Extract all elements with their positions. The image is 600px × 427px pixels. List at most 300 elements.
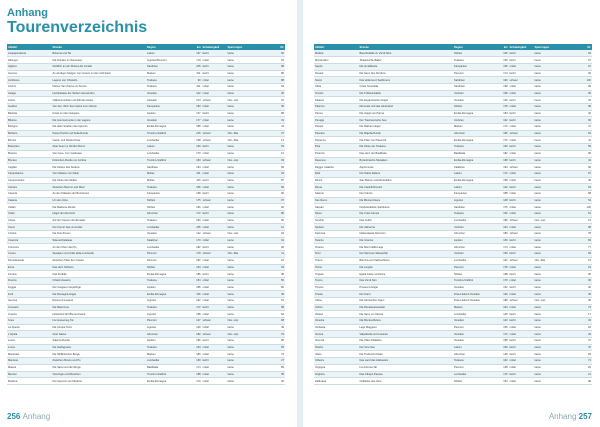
table-row [7,57,285,64]
right-page [300,0,600,427]
table-cell: 93 [188,77,202,84]
table-cell: schwer [509,77,534,84]
table-cell: Die Seen um Varese [358,311,453,318]
table-cell: Der Trasimenische See [358,117,453,124]
table-cell: keine [227,164,271,171]
table-cell: Kampanien [146,104,188,111]
table-cell: 52 [271,311,285,318]
table-cell: keine [534,63,578,70]
table-cell: 164 [495,304,509,311]
table-cell: Der Vico-See [358,344,453,351]
table-row [7,277,285,284]
table-cell: Ligurien [146,324,188,331]
table-cell: keine [227,324,271,331]
table-cell: schwer [202,130,227,137]
table-cell: schwer [202,231,227,238]
table-cell: 99 [578,83,592,90]
table-cell: Toskana [453,358,495,365]
table-cell: schwer [202,251,227,258]
table-row [7,237,285,244]
table-cell: mittel [202,364,227,371]
table-cell: Die Majella-Runde [358,130,453,137]
table-cell: Piemont [453,70,495,77]
table-cell: Kampanien [453,190,495,197]
table-cell: Cefalù [7,204,51,211]
table-cell: 142 [188,231,202,238]
table-cell: Cortina [7,231,51,238]
table-cell: keine [534,371,578,378]
table-cell: Die Blumenriviera [358,197,453,204]
table-cell: Piemont [146,257,188,264]
table-cell: Venetien [453,284,495,291]
table-row [314,177,592,184]
table-row [314,318,592,325]
table-cell: 164 [495,224,509,231]
table-cell: 178 [188,251,202,258]
table-row [7,104,285,111]
table-cell: keine [534,97,578,104]
table-cell: Ligurien [453,197,495,204]
table-cell: Die Küste des Molise [51,177,146,184]
table-cell: keine [227,124,271,131]
table-cell: Die Gravine [358,237,453,244]
table-cell: 176 [495,204,509,211]
table-cell: Trentino-Südtirol [146,157,188,164]
table-cell: Venetien [146,117,188,124]
column-header: Nr. [271,44,285,50]
table-row [314,197,592,204]
table-cell: Lago Maggiore [358,324,453,331]
table-cell: Toskana [146,184,188,191]
table-cell: leicht [202,358,227,365]
table-cell: keine [534,150,578,157]
table-cell: mittel [202,170,227,177]
table-row [7,97,285,104]
table-cell: 100 [578,77,592,84]
table-cell: Die Runden im Savonese [51,57,146,64]
table-cell: Das wilde Herz Sardiniens [358,77,453,84]
table-cell: 31 [271,117,285,124]
table-cell: keine [227,264,271,271]
table-cell: Ancona [7,70,51,77]
table-cell: Costa Smeralda [358,83,453,90]
table-cell: schwer [509,257,534,264]
column-header: Region [146,44,188,50]
table-cell: leicht [202,70,227,77]
table-cell: leicht [202,144,227,151]
table-cell: Caserta [7,190,51,197]
table-cell: Campomarino [7,177,51,184]
table-row [7,63,285,70]
table-cell: Die Monti della Laga [358,244,453,251]
table-cell: Die Karnischen Alpen [358,297,453,304]
table-cell: keine [227,378,271,385]
table-cell: Abruzzen [146,331,188,338]
table-cell: 158 [495,90,509,97]
table-cell: 41 [578,137,592,144]
table-row [314,63,592,70]
table-cell: schwer [509,164,534,171]
table-cell: keine [534,231,578,238]
table-cell: 43 [271,124,285,131]
table-cell: Arezzo [7,83,51,90]
column-header: Strecke [358,44,453,50]
table-cell: 160 [495,291,509,298]
table-cell: keine [227,297,271,304]
table-cell: 168 [188,190,202,197]
table-cell: keine [227,83,271,90]
table-cell: Toskana [453,144,495,151]
table-cell: Latium [146,50,188,57]
table-cell: 150 [495,344,509,351]
table-cell: 170 [188,150,202,157]
table-cell: mittel [202,351,227,358]
table-cell: leicht [509,251,534,258]
table-cell: Molise [146,170,188,177]
table-cell: keine [534,197,578,204]
table-cell: 182 [495,150,509,157]
table-cell: 152 [495,211,509,218]
table-cell: Zwischen Mincio und Po [51,358,146,365]
table-cell: 92 [578,164,592,171]
table-cell: 89 [271,364,285,371]
table-cell: Catania [7,197,51,204]
tour-table-right [314,44,592,385]
table-cell: Padova [314,97,358,104]
table-cell: 176 [495,137,509,144]
table-cell: leicht [509,117,534,124]
table-cell: leicht [509,338,534,345]
table-cell: 156 [495,324,509,331]
table-row [314,251,592,258]
table-cell: leicht [509,97,534,104]
table-row [314,264,592,271]
table-cell: Bernina und Valposchiavo [358,257,453,264]
table-cell: Die Langhe [358,264,453,271]
table-row [314,137,592,144]
table-body [314,50,592,384]
table-cell: 147 [188,318,202,325]
table-cell: Grosseto [7,304,51,311]
table-cell: Perugia [314,117,358,124]
table-cell: 14 [271,137,285,144]
table-cell: Die Renaissancestadt [358,304,453,311]
table-cell: Sondrio [314,217,358,224]
table-cell: 83 [578,351,592,358]
table-cell: mittel [509,364,534,371]
table-cell: 19 [578,264,592,271]
table-row [314,351,592,358]
table-cell: 156 [495,63,509,70]
table-cell: 161 [188,170,202,177]
table-cell: leicht [509,351,534,358]
table-cell: mittel [509,277,534,284]
table-cell: 91 [271,237,285,244]
table-cell: Barockstädte im Val di Noto [358,50,453,57]
table-cell: Küste um den Gargano [51,110,146,117]
table-cell: leicht [509,110,534,117]
table-cell: keine [227,104,271,111]
table-cell: Olbia [314,83,358,90]
table-cell: 93 [271,264,285,271]
table-cell: mittel [202,297,227,304]
table-cell: 67 [578,170,592,177]
table-cell: Sizilien [146,204,188,211]
table-cell: 162 [188,297,202,304]
table-cell: 166 [495,50,509,57]
table-cell: Latium [146,144,188,151]
table-cell: leicht [202,177,227,184]
table-row [314,97,592,104]
table-cell: 147 [188,110,202,117]
table-cell: keine [227,190,271,197]
table-cell: Bracciano [7,144,51,151]
table-cell: Das Oltrepò Pavese [358,371,453,378]
table-cell: Vollkommenheit und Still des Aosta [51,97,146,104]
table-cell: keine [227,364,271,371]
page-number: 257 [578,412,592,421]
table-cell: Okt.–Mai [227,130,271,137]
table-cell: Vasto [314,351,358,358]
table-cell: Latium [453,344,495,351]
table-row [314,344,592,351]
table-cell: 188 [188,371,202,378]
table-cell: leicht [509,50,534,57]
table-cell: 165 [188,224,202,231]
table-cell: Matera [7,364,51,371]
table-cell: keine [227,284,271,291]
table-cell: keine [534,271,578,278]
table-cell: mittel [509,150,534,157]
table-cell: keine [534,284,578,291]
table-cell: Kalabrien [453,164,495,171]
table-cell: 179 [188,57,202,64]
table-row [314,90,592,97]
table-cell: Tirano [314,257,358,264]
table-cell: 96 [578,271,592,278]
table-cell: 184 [188,157,202,164]
table-cell: Das Herz der Basilikata [358,150,453,157]
table-cell: 11 [271,251,285,258]
table-cell: 08 [271,318,285,325]
table-cell: 150 [495,251,509,258]
table-row [314,244,592,251]
table-row [7,364,285,371]
table-row [7,117,285,124]
table-cell: leicht [509,144,534,151]
table-row [314,237,592,244]
table-cell: leicht [509,284,534,291]
column-header: Schwierigkeit [509,44,534,50]
table-row [7,291,285,298]
table-cell: 40 [271,378,285,385]
table-cell: Brescia [7,150,51,157]
table-cell: schwer [509,297,534,304]
table-cell: mittel [202,204,227,211]
table-cell: Ravenna [314,157,358,164]
table-cell: Lombardei [453,371,495,378]
table-cell: 196 [188,204,202,211]
table-cell: Ins Antrona-Tal [358,364,453,371]
table-cell: Die Garfagnana [51,344,146,351]
table-cell: Die Romagna-Hügel [51,291,146,298]
table-cell: mittel [202,344,227,351]
table-cell: mittel [202,117,227,124]
table-cell: 94 [271,170,285,177]
table-cell: Das Val di Non [358,277,453,284]
table-row [314,117,592,124]
table-cell: 140 [495,318,509,325]
table-cell: Volterra [314,358,358,365]
table-cell: Montecatini [314,57,358,64]
table-cell: Orvieto [314,90,358,97]
table-cell: 172 [188,304,202,311]
table-cell: Voghera [314,371,358,378]
table-row [7,130,285,137]
table-cell: Der Apennin von Modena [51,378,146,385]
table-cell: 29 [578,331,592,338]
table-cell: Egadi-Küste und Erice [358,271,453,278]
table-cell: 70 [578,344,592,351]
table-row [7,297,285,304]
table-cell: mittel [509,244,534,251]
table-cell: keine [534,224,578,231]
table-cell: Venetien [453,318,495,325]
table-cell: keine [534,364,578,371]
table-cell: 10 [271,257,285,264]
table-cell: keine [534,90,578,97]
table-cell: 177 [188,117,202,124]
table-cell: Die Cinque Terre [51,324,146,331]
table-cell: mittel [202,257,227,264]
table-row [314,338,592,345]
table-cell: Chianti classico [51,277,146,284]
table-row [7,184,285,191]
table-cell: Bibione [7,117,51,124]
table-cell: Abruzzen [146,211,188,218]
table-cell: Venezia [314,318,358,325]
table-cell: mittel [202,77,227,84]
page-footer [549,412,592,421]
table-cell: 158 [495,271,509,278]
table-cell: Lombardei [453,257,495,264]
table-cell: keine [534,378,578,385]
table-cell: keine [534,104,578,111]
table-cell: Siena [314,211,358,218]
table-row [314,130,592,137]
table-cell: 46 [578,177,592,184]
table-cell: Sardinien [453,83,495,90]
table-cell: 148 [495,197,509,204]
table-cell: Lecce [7,338,51,345]
table-cell: 64 [578,184,592,191]
table-cell: 152 [188,257,202,264]
table-cell: Novara [314,70,358,77]
table-cell: 82 [271,284,285,291]
table-cell: Lagune von Orbetello [51,77,146,84]
table-cell: mittel [509,190,534,197]
table-row [314,231,592,238]
table-row [314,190,592,197]
table-cell: Okt.–Mai [227,137,271,144]
table-cell: Nördlich an der Riviera del Corallo [51,63,146,70]
table-cell: Die Castelli Romani [358,184,453,191]
table-cell: mittel [202,237,227,244]
table-cell: Die Täler von Piacenza [358,137,453,144]
table-cell: mittel [202,90,227,97]
table-cell: Sila-Hochplateau [51,237,146,244]
table-cell: keine [534,338,578,345]
table-cell: Toskana [146,277,188,284]
table-cell: leicht [509,237,534,244]
table-cell: 164 [188,264,202,271]
table-cell: keine [227,117,271,124]
table-cell: Vom Matese zum Meer [51,170,146,177]
table-cell: 20 [578,364,592,371]
table-cell: Umbrien [453,90,495,97]
table-cell: 33 [578,97,592,104]
table-cell: 168 [495,83,509,90]
table-cell: leicht [509,371,534,378]
table-cell: Lombardei [146,358,188,365]
column-header: Region [453,44,495,50]
table-cell: Toskana [146,304,188,311]
table-cell: L'Aquila [7,331,51,338]
table-cell: 170 [188,237,202,244]
table-cell: Aspromonte [358,164,453,171]
table-cell: leicht [509,184,534,191]
table-cell: 32 [578,284,592,291]
table-cell: 94 [578,50,592,57]
table-cell: Torino [314,264,358,271]
table-cell: keine [227,77,271,84]
table-cell: Die Amalfiküste [358,63,453,70]
table-cell: 51 [271,297,285,304]
table-cell: 188 [188,284,202,291]
table-cell: Piemont [453,364,495,371]
table-cell: 184 [495,110,509,117]
table-cell: Zafferana [314,378,358,385]
table-cell: La Spezia [7,324,51,331]
table-cell: keine [227,57,271,64]
table-cell: 01 [271,97,285,104]
table-row [314,170,592,177]
table-cell: 27 [271,358,285,365]
table-cell: mittel [202,371,227,378]
table-cell: Trentino-Südtirol [146,130,188,137]
table-cell: keine [227,217,271,224]
table-row [7,110,285,117]
table-cell: Molise [146,177,188,184]
table-cell: keine [227,244,271,251]
table-cell: Brunico [7,157,51,164]
table-cell: Die Drei Zinnen [51,231,146,238]
table-cell: Hügel der Abruzzen [51,211,146,218]
table-cell: 97 [271,197,285,204]
table-cell: 36 [578,297,592,304]
table-row [7,304,285,311]
table-cell: mittel [509,324,534,331]
table-cell: Latium [453,170,495,177]
table-cell: Um den Ätna [51,197,146,204]
table-row [7,164,285,171]
table-row [7,378,285,385]
table-cell: 50 [271,184,285,191]
table-row [7,150,285,157]
table-cell: Das Herz Siziliens [51,264,146,271]
table-cell: 56 [271,277,285,284]
table-cell: 98 [578,190,592,197]
